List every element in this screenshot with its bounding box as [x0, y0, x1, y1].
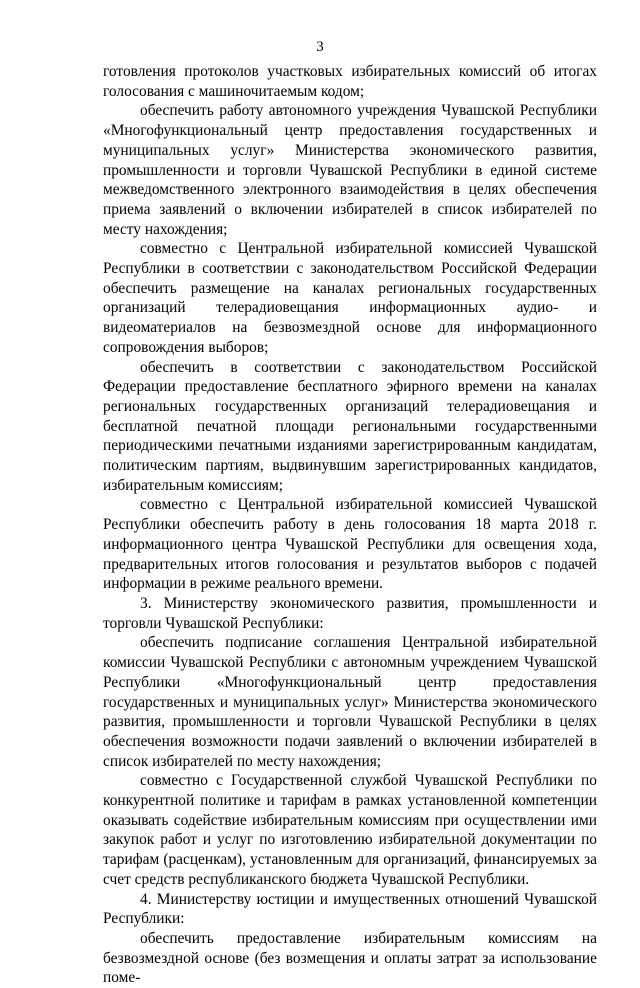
paragraph: совместно с Центральной избирательной комиссией Чувашской Республики в соответствии с законодательством Российской Федерации обеспечить размещение на каналах региональных государственных организаций телерадиовещания информационных аудио- и видеоматериалов на безвозмездной основе для информационного сопровождения выборов; — [103, 240, 597, 356]
document-body — [103, 62, 597, 988]
paragraph: обеспечить подписание соглашения Центральной избирательной комиссии Чувашской Республики с автономным учреждением Чувашской Республики «Многофункциональный центр предоставления государственных и муниципальных услуг» Министерства экономического развития, промышленности и торговли Чувашской Республики в целях обеспечения возможности подачи заявлений о включении избирателей в список избирателей по месту нахождения; — [103, 634, 597, 770]
paragraph: обеспечить работу автономного учреждения Чувашской Республики «Многофункциональный центр предоставления государственных и муниципальных услуг» Министерства экономического развития, промышленности и торговли Чувашской Республики в единой системе межведомственного электронного взаимодействия в целях обеспечения приема заявлений о включении избирателей в список избирателей по месту нахождения; — [103, 102, 597, 238]
paragraph: обеспечить предоставление избирательным комиссиям на безвозмездной основе (без возмещения и оплаты затрат за использование поме- — [103, 929, 597, 987]
paragraph: обеспечить в соответствии с законодательством Российской Федерации предоставление бесплатного эфирного времени на каналах региональных государственных организаций телерадиовещания и бесплатной печатной площади региональными государственными периодическими печатными изданиями зарегистрированным кандидатам, политическим партиям, выдвинувшим зарегистрированных кандидатов, избирательным комиссиям; — [103, 358, 597, 494]
paragraph: совместно с Государственной службой Чувашской Республики по конкурентной политике и тарифам в рамках установленной компетенции оказывать содействие избирательным комиссиям при осуществлении ими закупок работ и услуг по изготовлению избирательной документации по тарифам (расценкам), установленным для организаций, финансируемых за счет средств республиканского бюджета Чувашской Республики. — [103, 772, 597, 888]
paragraph: готовления протоколов участковых избирательных комиссий об итогах голосования с машиночитаемым кодом; — [103, 63, 597, 100]
section-heading-paragraph: 4. Министерству юстиции и имущественных отношений Чувашской Республики: — [103, 890, 597, 928]
section-heading-paragraph: 3. Министерству экономического развития, промышленности и торговли Чувашской Республики: — [103, 594, 597, 632]
page-number: 3 — [316, 39, 324, 55]
paragraph: совместно с Центральной избирательной комиссией Чувашской Республики обеспечить работу в день голосования 18 марта 2018 г. информационного центра Чувашской Республики для освещения хода, предварительных итогов голосования и результатов выборов с подачей информации в режиме реального времени. — [103, 496, 597, 593]
